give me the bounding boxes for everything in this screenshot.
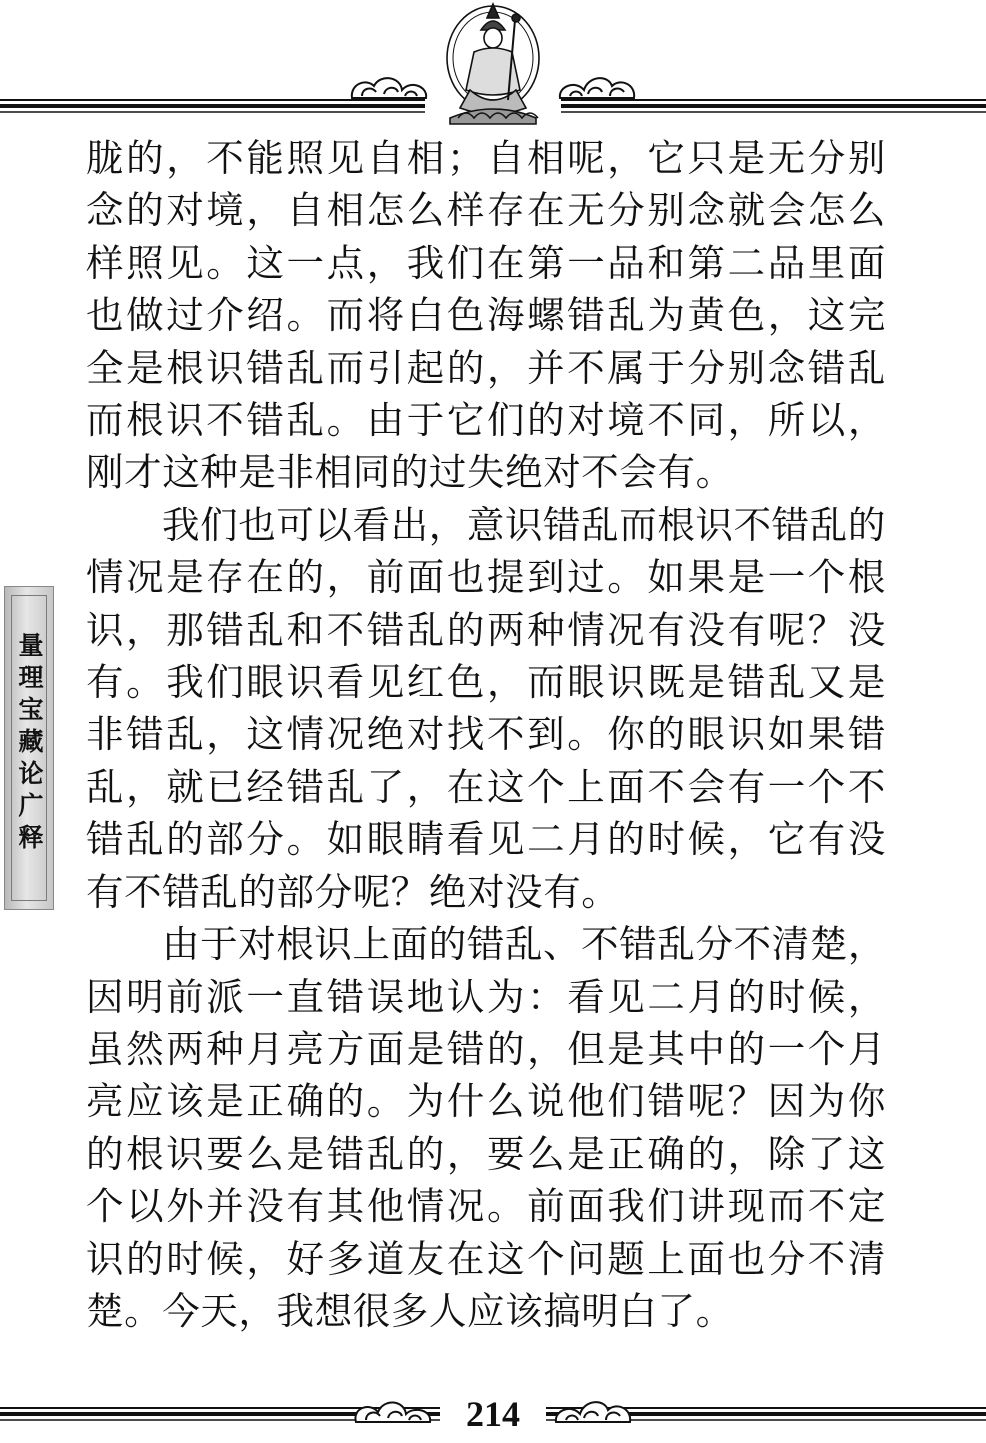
paragraph: 我们也可以看出，意识错乱而根识不错乱的情况是存在的，前面也提到过。如果是一个根识，那错乱和不错乱的两种情况有没有呢？没有。我们眼识看见红色，而眼识既是错乱又是非错乱，这情况绝对找不到。你的眼识如果错乱，就已经错乱了，在这个上面不会有一个不错乱的部分。如眼睛看见二月的时候，它有没有不错乱的部分呢？绝对没有。: [86, 502, 886, 914]
cloud-ornament-right: [560, 78, 634, 98]
page-body: [86, 132, 886, 1337]
cloud-ornament-left: [352, 78, 426, 98]
book-title: 量理宝藏论广释: [15, 632, 44, 856]
paragraph: 由于对根识上面的错乱、不错乱分不清楚，因明前派一直错误地认为：看见二月的时候，虽然两种月亮方面是错的，但是其中的一个月亮应该是正确的。为什么说他们错呢？因为你的根识要么是错乱的，要么是正确的，除了这个以外并没有其他情况。前面我们讲现而不定识的时候，好多道友在这个问题上面也分不清楚。今天，我想很多人应该搞明白了。: [86, 922, 886, 1333]
paragraph: 胧的，不能照见自相；自相呢，它只是无分别念的对境，自相怎么样存在无分别念就会怎么样照见。这一点，我们在第一品和第二品里面也做过介绍。而将白色海螺错乱为黄色，这完全是根识错乱而引起的，并不属于分别念错乱而根识不错乱。由于它们的对境不同，所以，刚才这种是非相同的过失绝对不会有。: [86, 136, 886, 495]
page-number: 214: [466, 1394, 520, 1434]
header-ornament: [0, 0, 986, 130]
side-tab: [4, 586, 54, 910]
deity-figure-icon: [447, 4, 539, 124]
